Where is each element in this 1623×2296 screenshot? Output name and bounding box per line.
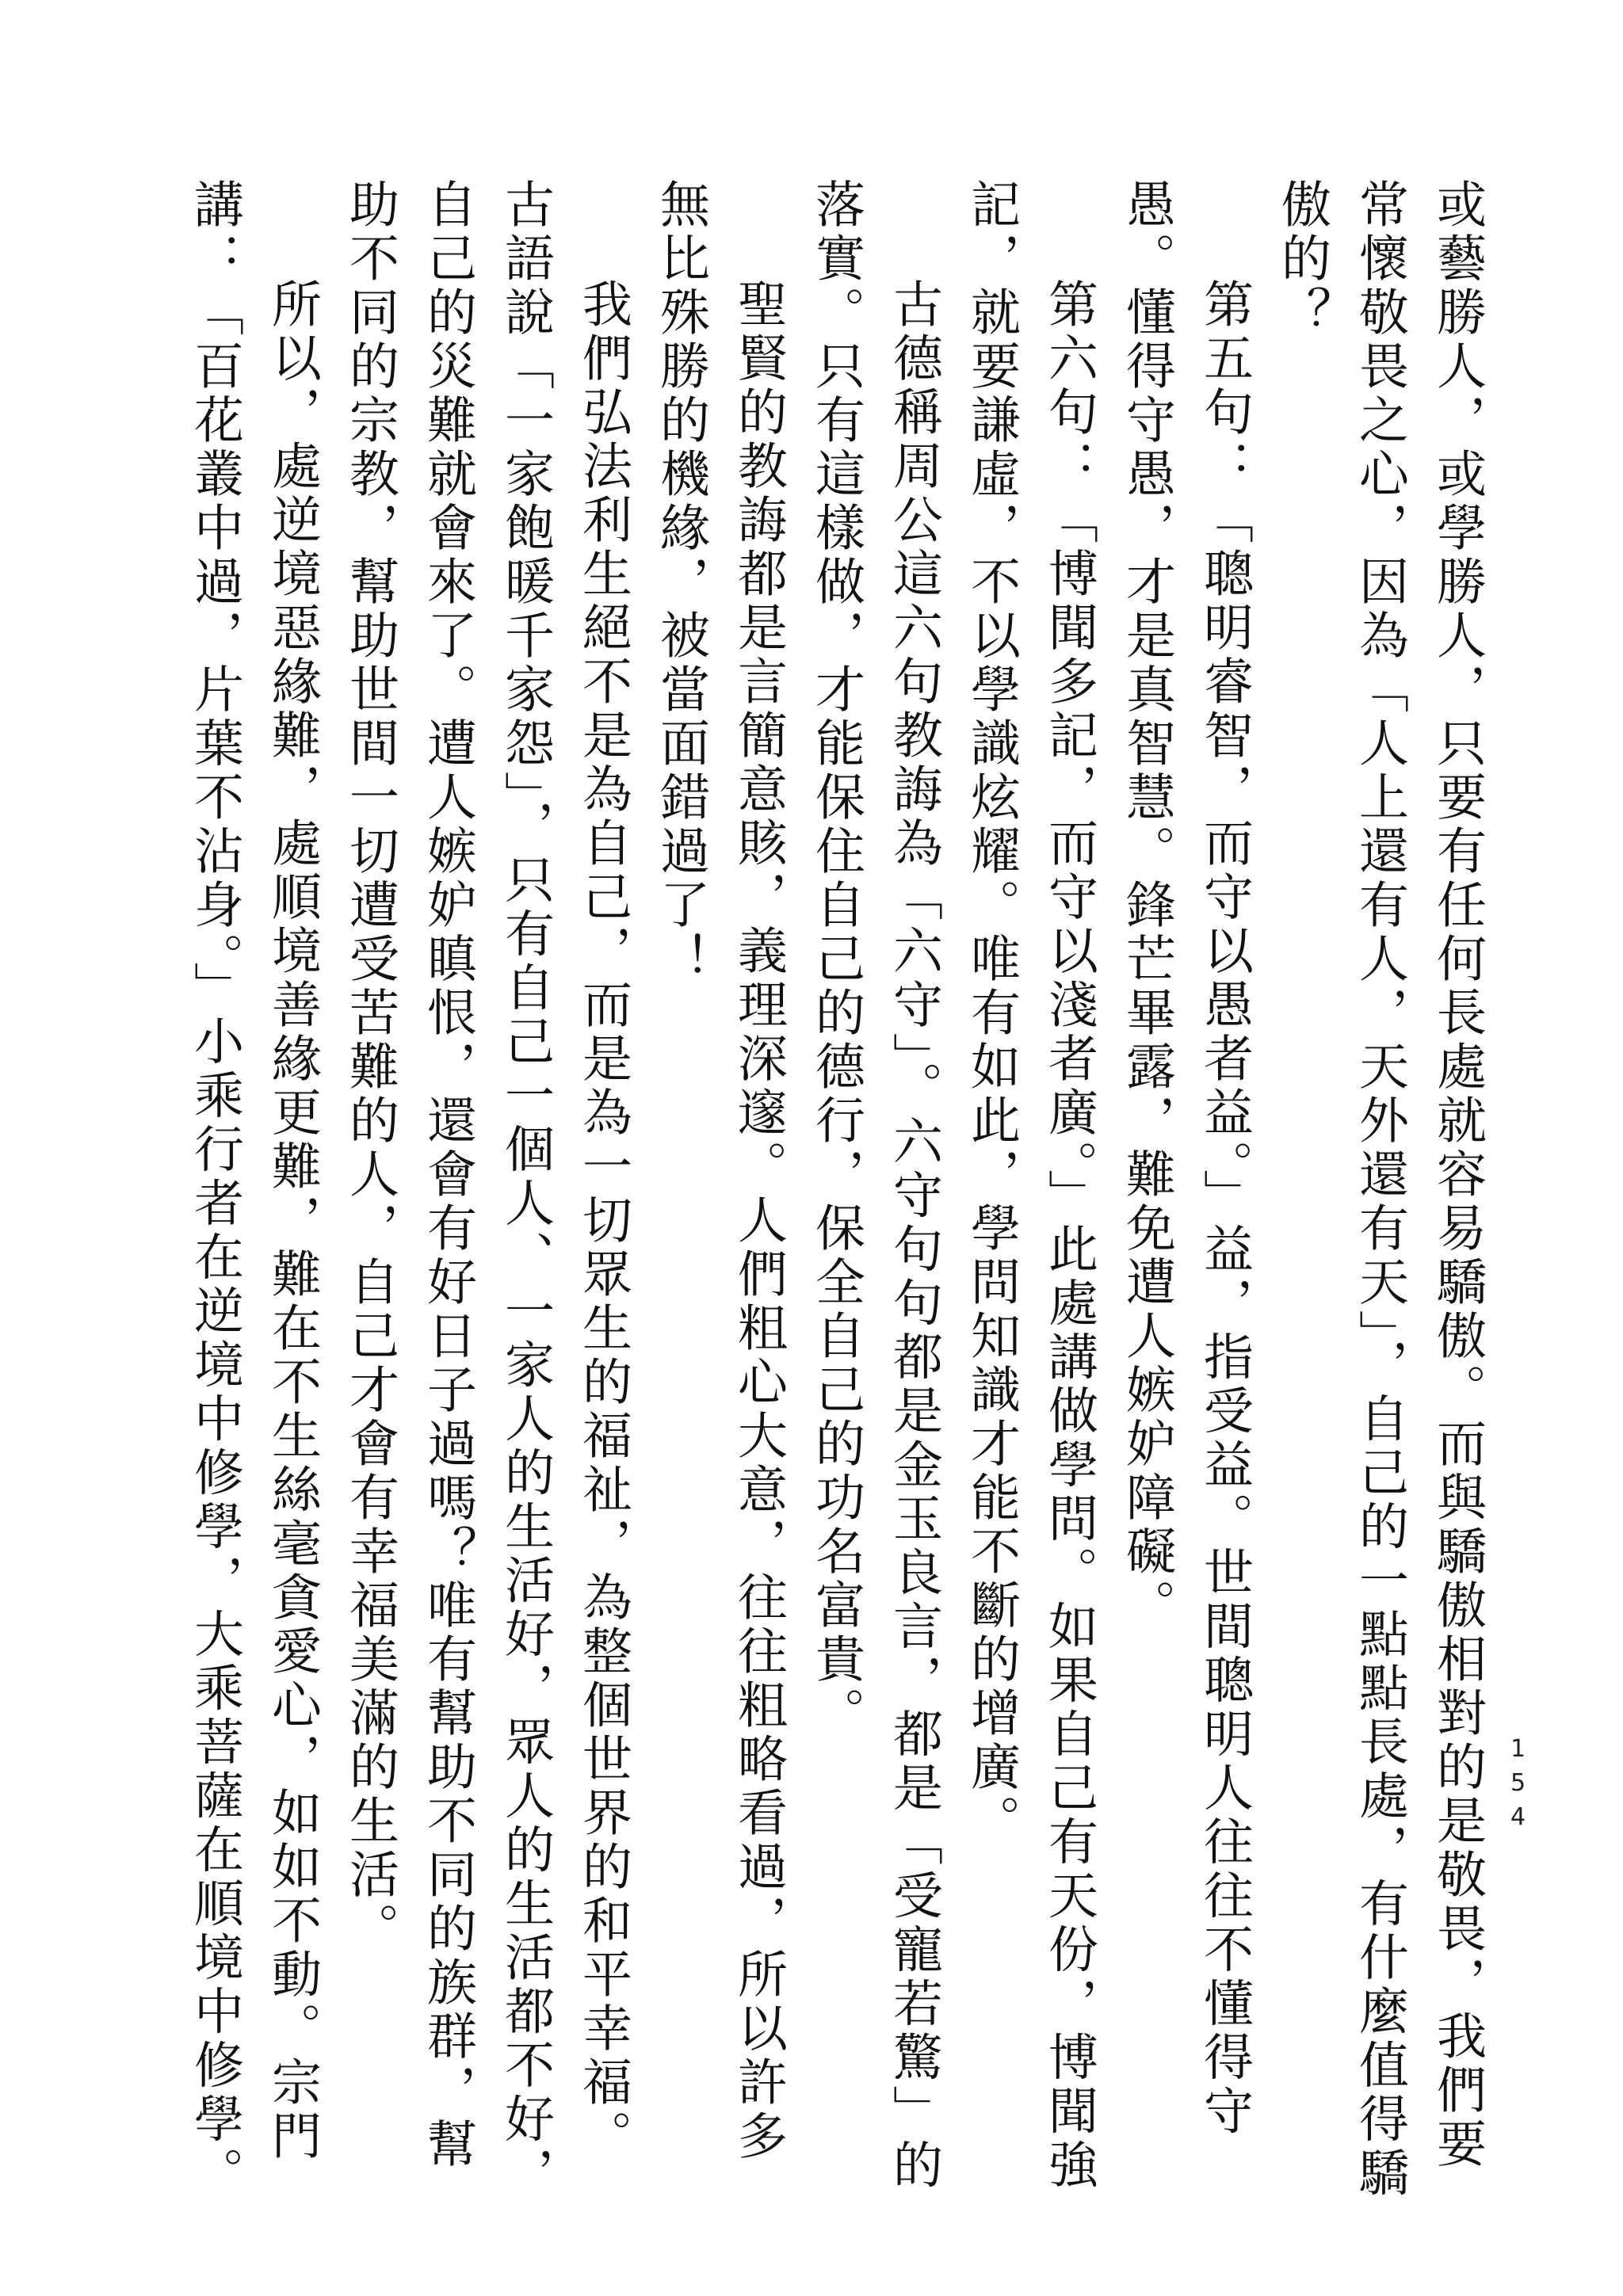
body-text: [117, 178, 1496, 2206]
paragraph: 或藝勝人，或學勝人，只要有任何長處就容易驕傲。而與驕傲相對的是敬畏，我們要常懷敬畏之心，因為「人上還有人，天外還有天」，自己的一點點長處，有什麼值得驕傲的？: [1274, 178, 1487, 2201]
paragraph: 第五句：「聰明睿智，而守以愚者益。」益，指受益。世間聰明人往往不懂得守愚。懂得守愚，才是真智慧。鋒芒畢露，難免遭人嫉妒障礙。: [1118, 178, 1254, 2139]
paragraph: 所以，處逆境惡緣難，處順境善緣更難，難在不生絲毫貪愛心，如如不動。宗門講：「百花叢中過，片葉不沾身。」小乘行者在逆境中修學，大乘菩薩在順境中修學。: [186, 178, 322, 2201]
paragraph: 聖賢的教誨都是言簡意賅，義理深邃。人們粗心大意，往往粗略看過，所以許多無比殊勝的機緣，被當面錯過了！: [652, 178, 788, 2164]
paragraph: 第六句：「博聞多記，而守以淺者廣。」此處講做學問。如果自己有天份，博聞強記，就要謙虛，不以學識炫耀。唯有如此，學問知識才能不斷的增廣。: [963, 178, 1098, 2193]
paragraph: 我們弘法利生絕不是為自己，而是為一切眾生的福祉，為整個世界的和平幸福。古語說「一家飽暖千家怨」，只有自己一個人、一家人的生活好，眾人的生活都不好，自己的災難就會來了。遭人嫉妒瞋恨，還會有好日子過嗎？唯有幫助不同的族群，幫助不同的宗教，幫助世間一切遭受苦難的人，自己才會有幸福美滿的生活。: [342, 178, 632, 2201]
page-number: 154: [1504, 1735, 1532, 1837]
paragraph: 古德稱周公這六句教誨為「六守」。六守句句都是金玉良言，都是「受寵若驚」的落實。只有這樣做，才能保住自己的德行，保全自己的功名富貴。: [808, 178, 943, 2193]
